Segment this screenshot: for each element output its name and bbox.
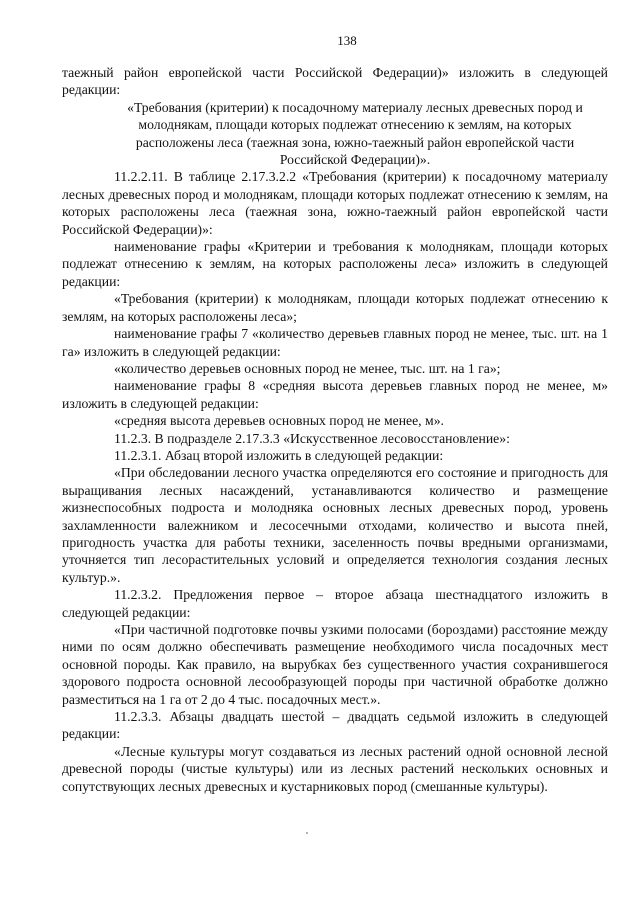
paragraph: «Требования (критерии) к молоднякам, площади которых подлежат отнесению к землям, на которых расположены леса»; <box>62 291 608 324</box>
page-number: 138 <box>337 33 357 48</box>
paragraph: 11.2.3. В подразделе 2.17.3.3 «Искусственное лесовосстановление»: <box>114 430 510 446</box>
paragraph: 11.2.3.1. Абзац второй изложить в следующей редакции: <box>114 447 444 463</box>
paragraph: «Лесные культуры могут создаваться из лесных растений одной основной лесной древесной породы (чистые культуры) или из лесных растений нескольких основных и сопутствующих лесных древесных и кустарниковых пород (смешанные культуры). <box>62 743 608 794</box>
paragraph: наименование графы 8 «средняя высота деревьев главных пород не менее, м» изложить в следующей редакции: <box>62 378 608 411</box>
scan-speck <box>306 832 308 834</box>
paragraph: 11.2.2.11. В таблице 2.17.3.2.2 «Требования (критерии) к посадочному материалу лесных древесных пород и молоднякам, площади которых подлежат отнесению к землям, на которых расположены леса (таежная зона, южно-таежный район европейской части Российской Федерации)»: <box>62 169 608 237</box>
paragraph: 11.2.3.3. Абзацы двадцать шестой – двадцать седьмой изложить в следующей редакции: <box>62 709 608 742</box>
paragraph: таежный район европейской части Российской Федерации)» изложить в следующей редакции: <box>62 65 608 98</box>
paragraph: «количество деревьев основных пород не менее, тыс. шт. на 1 га»; <box>114 360 501 376</box>
document-body <box>62 64 608 795</box>
quoted-title-block: «Требования (критерии) к посадочному материалу лесных древесных пород и молоднякам, площади которых подлежат отнесению к землям, на которых расположены леса (таежная зона, южно-таежный район европейской части Российской Федерации)». <box>127 99 583 168</box>
paragraph: «При обследовании лесного участка определяются его состояние и пригодность для выращивания лесных насаждений, устанавливаются количество и размещение жизнеспособных подроста и молодняка основных лесных древесных пород, уровень захламленности валежником и лесосечными отходами, количество и высота пней, пригодность участка для работы техники, заселенность почвы вредными организмами, уточняется тип лесорастительных условий и определяется технология создания лесных культур.». <box>62 465 608 585</box>
paragraph: 11.2.3.2. Предложения первое – второе абзаца шестнадцатого изложить в следующей редакции: <box>62 587 608 620</box>
paragraph: «При частичной подготовке почвы узкими полосами (бороздами) расстояние между ними по осям должно обеспечивать размещение необходимого числа посадочных мест основной породы. Как правило, на вырубках без существенного участия сохранившегося здорового подроста основной лесообразующей породы при частичной обработке должно разместиться на 1 га от 2 до 4 тыс. посадочных мест.». <box>62 622 608 707</box>
paragraph: наименование графы 7 «количество деревьев главных пород не менее, тыс. шт. на 1 га» изложить в следующей редакции: <box>62 326 608 359</box>
paragraph: наименование графы «Критерии и требования к молоднякам, площади которых подлежат отнесению к землям, на которых расположены леса» изложить в следующей редакции: <box>62 239 608 289</box>
paragraph: «средняя высота деревьев основных пород не менее, м». <box>114 413 444 429</box>
